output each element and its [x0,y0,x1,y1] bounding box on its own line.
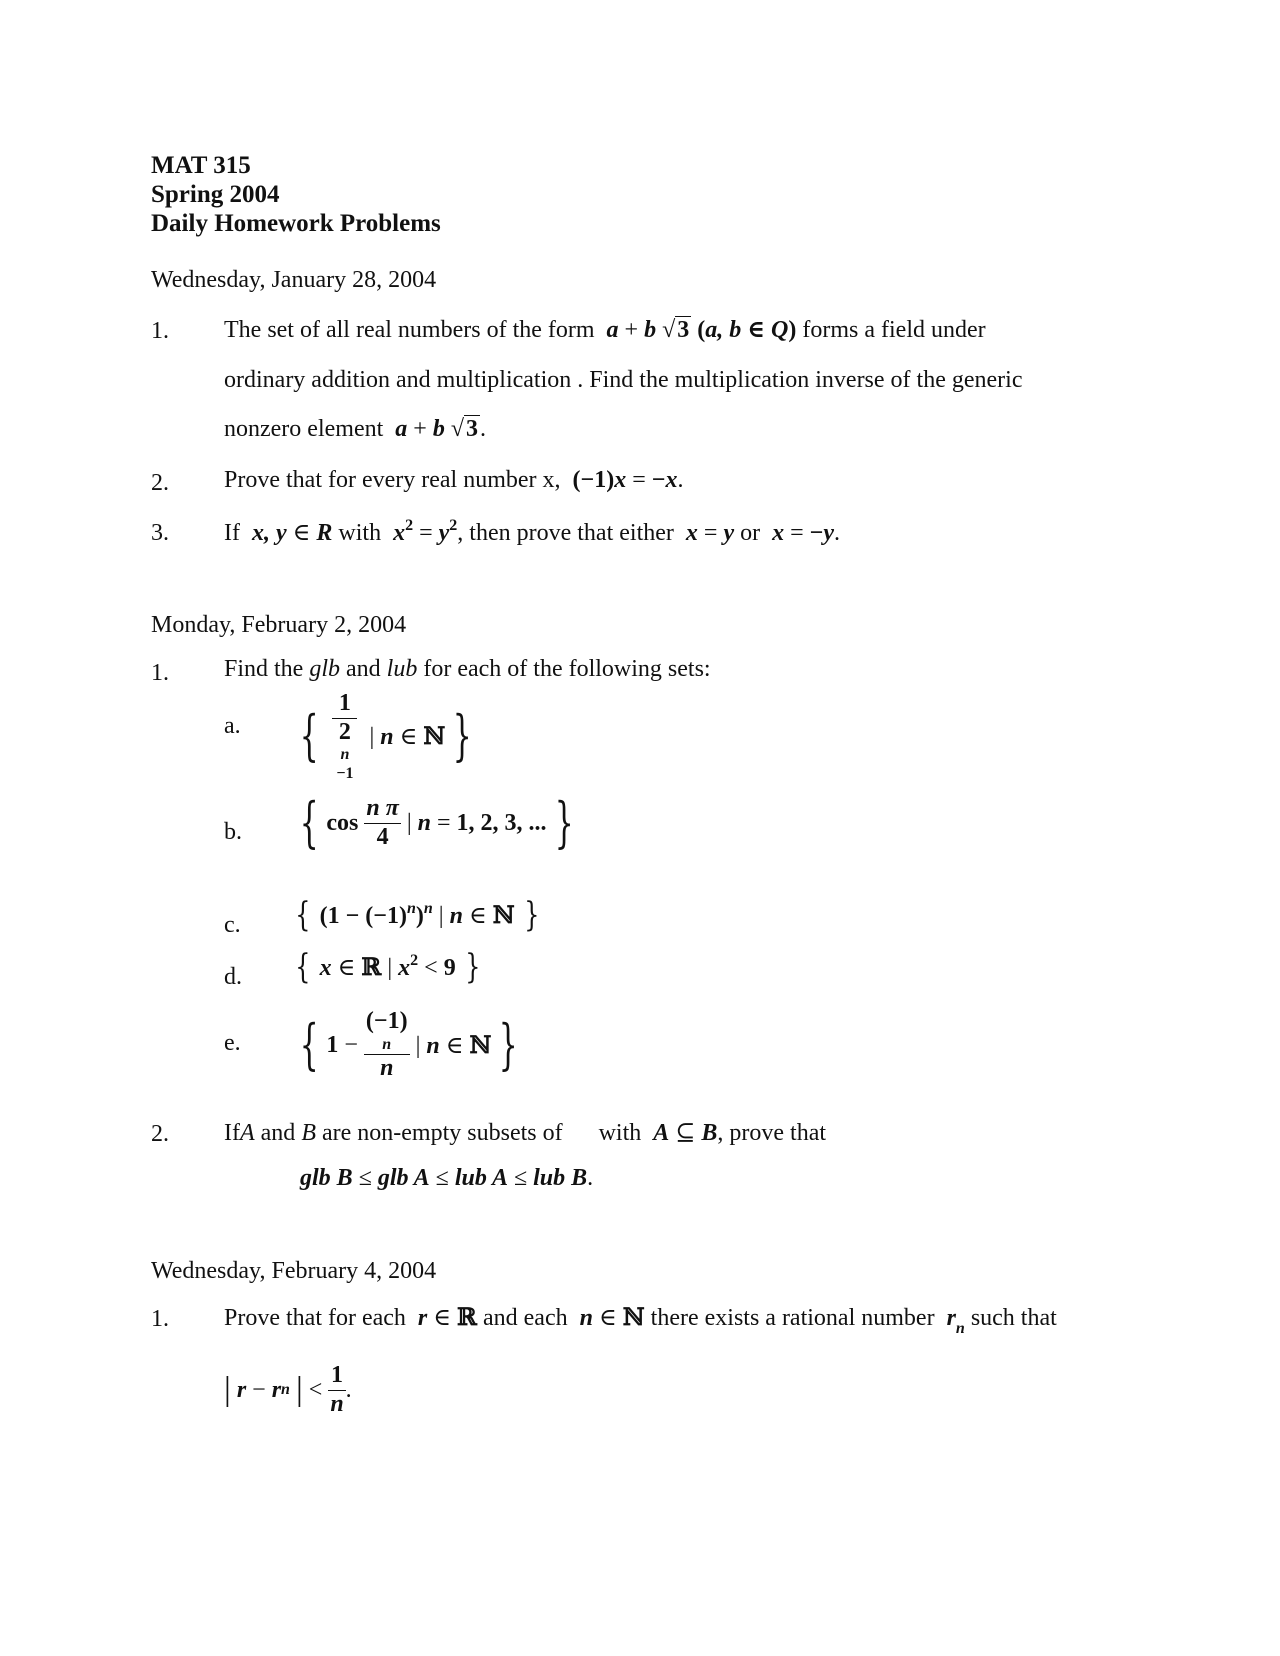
section-date-2: Monday, February 2, 2004 [151,612,407,638]
problem-number: 3. [151,520,169,546]
item-label-b: b. [224,819,242,845]
document-title: Daily Homework Problems [151,210,441,237]
problem-1-text: Find the glb and lub for each of the following sets: [224,656,711,682]
inequality: | r − r n | < $\frac{1}{n}$ . [224,1362,352,1417]
inequality-chain: glb B ≤ glb A ≤ lub A ≤ lub B. [300,1165,594,1191]
problem-2-text: IfA and B are non-empty subsets of with A ⊆ B, prove that [224,1120,827,1146]
item-label-a: a. [224,713,241,739]
problem-1-line-2: ordinary addition and multiplication . Find the multiplication inverse of the generic [224,367,1023,393]
section-date-3: Wednesday, February 4, 2004 [151,1258,437,1284]
problem-3-text: If x, y ∈ R with $x^2 = y^2$, then prove that either x = y or x = −y. [224,517,840,546]
item-label-e: e. [224,1030,241,1056]
set-e: { 1 − (−1) n n | n ∈ ℕ } [299,1008,519,1081]
item-label-d: d. [224,964,242,990]
problem-1-text: Prove that for each r ∈ ℝ and each n ∈ ℕ there exists a rational number $r_n$ such that [224,1302,1057,1337]
problem-number: 1. [151,318,169,344]
course-code: MAT 315 [151,152,251,179]
set-d: { x ∈ ℝ | $x^2 < 9$ } [295,947,481,987]
problem-1-line-1: The set of all real numbers of the form a + b √3 (a, b ∈ Q) forms a field under [224,317,986,343]
section-date-1: Wednesday, January 28, 2004 [151,267,437,293]
problem-number: 1. [151,1306,169,1332]
set-b: { cos $\frac{\text{n π}}{4}$ | n = 1, 2, 3, ... } [299,791,574,855]
set-a: { 1 2 n −1 | n ∈ ℕ } [299,690,472,782]
item-label-c: c. [224,912,241,938]
term: Spring 2004 [151,181,280,208]
problem-number: 2. [151,470,169,496]
problem-1-line-3: nonzero element a + b √3. [224,416,486,442]
problem-number: 1. [151,660,169,686]
problem-number: 2. [151,1121,169,1147]
set-c: { $(1 - (-1)^n)^n$ | n ∈ ℕ } [295,895,540,935]
problem-2-text: Prove that for every real number x, (−1)x = −x. [224,467,684,493]
